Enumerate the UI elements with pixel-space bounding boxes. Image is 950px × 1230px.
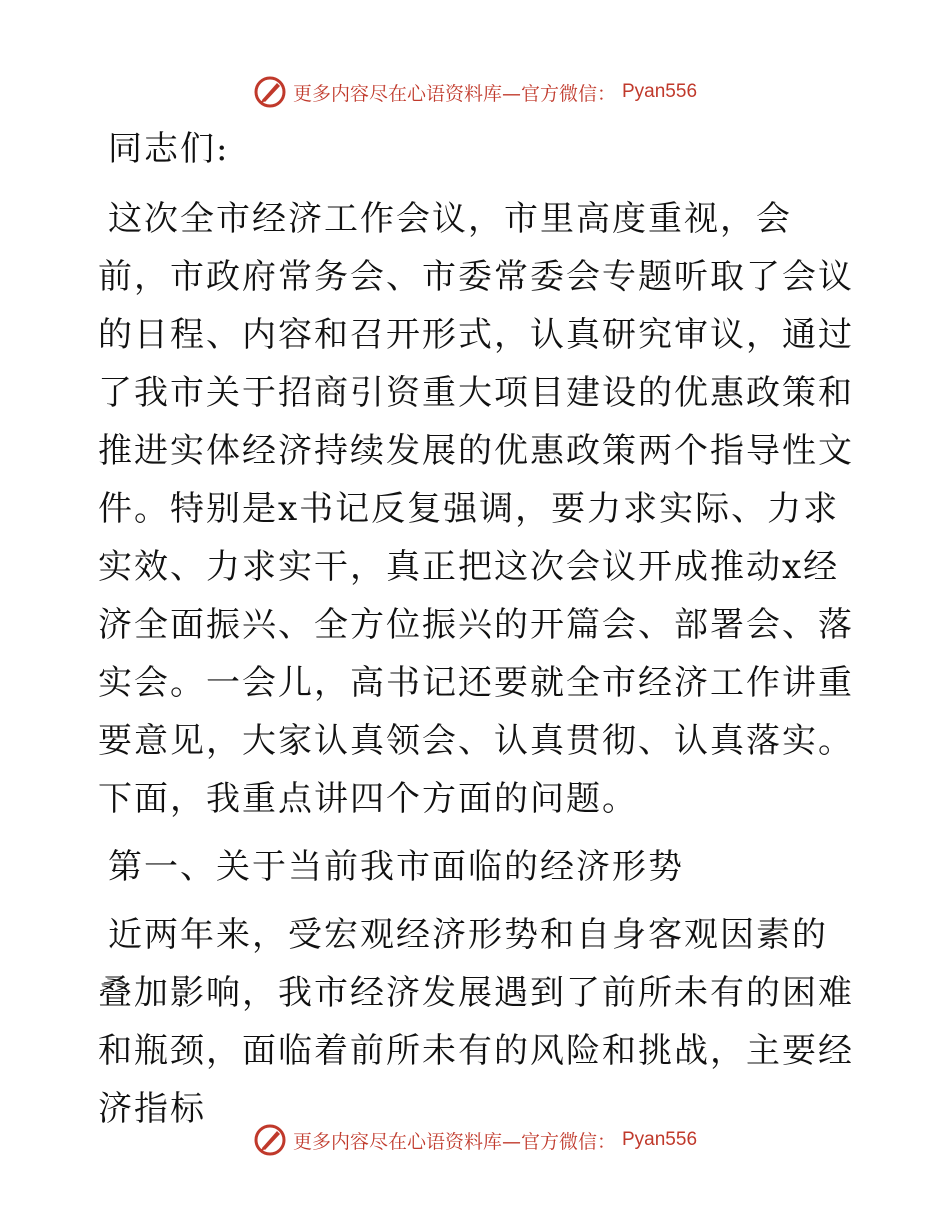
intro-paragraph: 这次全市经济工作会议，市里高度重视，会前，市政府常务会、市委常委会专题听取了会议的日程、内容和召开形式，认真研究审议，通过了我市关于招商引资重大项目建设的优惠政策和推进实体经济持续发展的优惠政策两个指导性文件。特别是x书记反复强调，要力求实际、力求实效、力求实干，真正把这次会议开成推动x经济全面振兴、全方位振兴的开篇会、部署会、落实会。一会儿，高书记还要就全市经济工作讲重要意见，大家认真领会、认真贯彻、认真落实。下面，我重点讲四个方面的问题。 (98, 199, 854, 819)
salutation: 同志们: (108, 129, 230, 169)
footer-watermark (0, 1120, 950, 1160)
watermark-handle: Pyan556 (622, 81, 698, 102)
watermark-text: 更多内容尽在心语资料库—官方微信： (292, 1130, 616, 1153)
quill-badge-icon (253, 1123, 287, 1157)
section-heading: 第一、关于当前我市面临的经济形势 (108, 847, 684, 887)
watermark-handle: Pyan556 (622, 1129, 698, 1150)
section-paragraph: 近两年来，受宏观经济形势和自身客观因素的叠加影响，我市经济发展遇到了前所未有的困难和瓶颈，面临着前所未有的风险和挑战，主要经济指标 (98, 915, 854, 1129)
watermark-text: 更多内容尽在心语资料库—官方微信： (292, 82, 616, 105)
document-body (98, 120, 858, 1148)
header-watermark (0, 72, 950, 112)
quill-badge-icon (253, 75, 287, 109)
